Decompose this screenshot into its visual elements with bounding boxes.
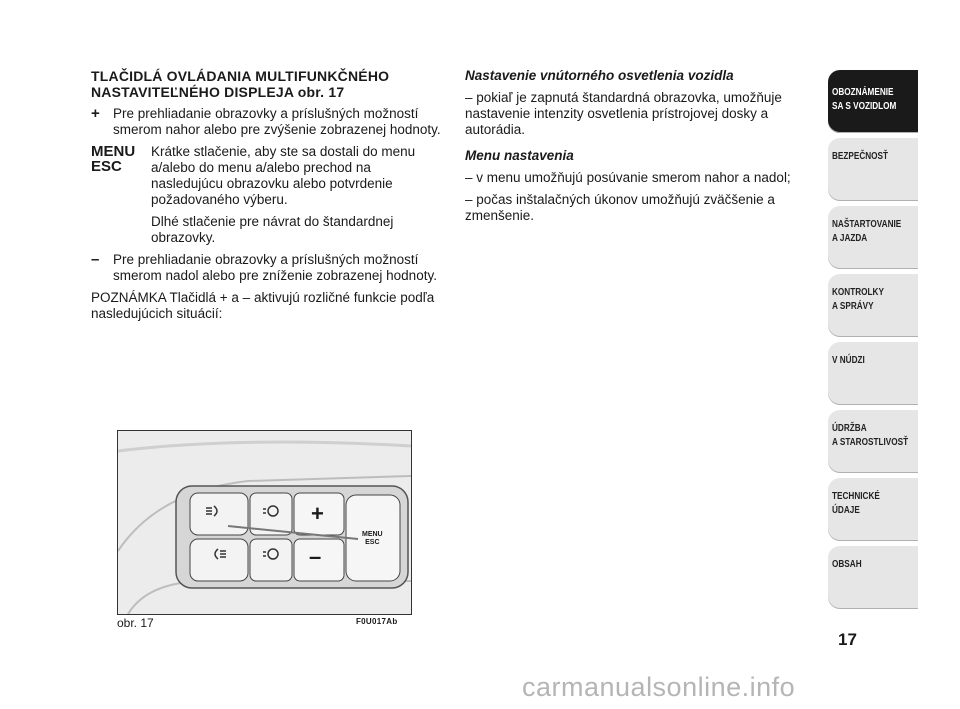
heading-line-1: TLAČIDLÁ OVLÁDANIA MULTIFUNKČNÉHO	[91, 68, 390, 84]
chapter-tab[interactable]	[828, 342, 918, 405]
chapter-tab-label: BEZPEČNOSŤ	[832, 151, 889, 162]
chapter-tab-label: V NÚDZI	[832, 355, 865, 366]
figure-caption: obr. 17	[117, 616, 154, 630]
menu-symbol-line-2: ESC	[91, 158, 122, 175]
right-column	[465, 68, 815, 224]
chapter-tab[interactable]	[828, 546, 918, 609]
chapter-tab[interactable]	[828, 478, 918, 541]
settings-text-1: – v menu umožňujú posúvanie smerom nahor a nadol;	[465, 170, 791, 185]
chapter-tab-label: OBOZNÁMENIE SA S VOZIDLOM	[832, 87, 897, 112]
watermark: carmanualsonline.info	[522, 672, 796, 702]
figure-code: F0U017Ab	[356, 617, 398, 626]
heading-line-2: NASTAVITEĽNÉHO DISPLEJA obr. 17	[91, 84, 345, 100]
left-column	[91, 68, 446, 322]
chapter-tab[interactable]	[828, 274, 918, 337]
minus-item	[91, 252, 446, 284]
lighting-text: – pokiaľ je zapnutá štandardná obrazovka, umožňuje nastavenie intenzity osvetlenia prístrojovej dosky a autorádia.	[465, 90, 782, 137]
figure-menu-label-2: ESC	[365, 539, 380, 546]
note-paragraph: POZNÁMKA Tlačidlá + a – aktivujú rozličné funkcie podľa nasledujúcich situácií:	[91, 290, 435, 321]
chapter-tab-label: TECHNICKÉ ÚDAJE	[832, 491, 880, 516]
button-panel-figure	[117, 430, 412, 615]
menu-description-long: Dlhé stlačenie pre návrat do štandardnej obrazovky.	[151, 214, 394, 245]
chapter-tab[interactable]	[828, 138, 918, 201]
section-heading	[91, 68, 446, 100]
chapter-tab-label: OBSAH	[832, 559, 862, 570]
settings-text-2: – počas inštalačných úkonov umožňujú zväčšenie a zmenšenie.	[465, 192, 775, 223]
button-panel-illustration	[118, 431, 411, 614]
page-number: 17	[838, 630, 857, 649]
chapter-tabs	[828, 70, 918, 614]
menu-description-short: Krátke stlačenie, aby ste sa dostali do menu a/alebo do menu a/alebo prechod na nasledujúcu obrazovku alebo potvrdenie požadovaného výberu.	[151, 144, 416, 207]
plus-symbol: +	[91, 105, 100, 122]
figure-plus-label: +	[311, 501, 324, 526]
plus-item	[91, 106, 446, 138]
minus-description: Pre prehliadanie obrazovky a príslušných možností smerom nadol alebo pre zníženie zobrazenej hodnoty.	[113, 252, 437, 283]
chapter-tab[interactable]	[828, 206, 918, 269]
chapter-tab[interactable]	[828, 410, 918, 473]
chapter-tab-label: ÚDRŽBA A STAROSTLIVOSŤ	[832, 423, 909, 448]
settings-heading: Menu nastavenia	[465, 148, 574, 163]
lighting-heading: Nastavenie vnútorného osvetlenia vozidla	[465, 68, 734, 83]
chapter-tab[interactable]	[828, 70, 918, 133]
figure-minus-label: –	[309, 544, 322, 569]
chapter-tab-label: NAŠTARTOVANIE A JAZDA	[832, 219, 902, 244]
figure-menu-label	[362, 531, 383, 547]
menu-description	[151, 144, 446, 246]
menu-item	[91, 144, 446, 246]
menu-symbol-line-1: MENU	[91, 143, 136, 160]
menu-symbol	[91, 144, 151, 246]
minus-symbol: –	[91, 251, 100, 268]
figure-menu-label-1: MENU	[362, 531, 383, 538]
plus-description: Pre prehliadanie obrazovky a príslušných možností smerom nahor alebo pre zvýšenie zobrazenej hodnoty.	[113, 106, 441, 137]
chapter-tab-label: KONTROLKY A SPRÁVY	[832, 287, 884, 312]
